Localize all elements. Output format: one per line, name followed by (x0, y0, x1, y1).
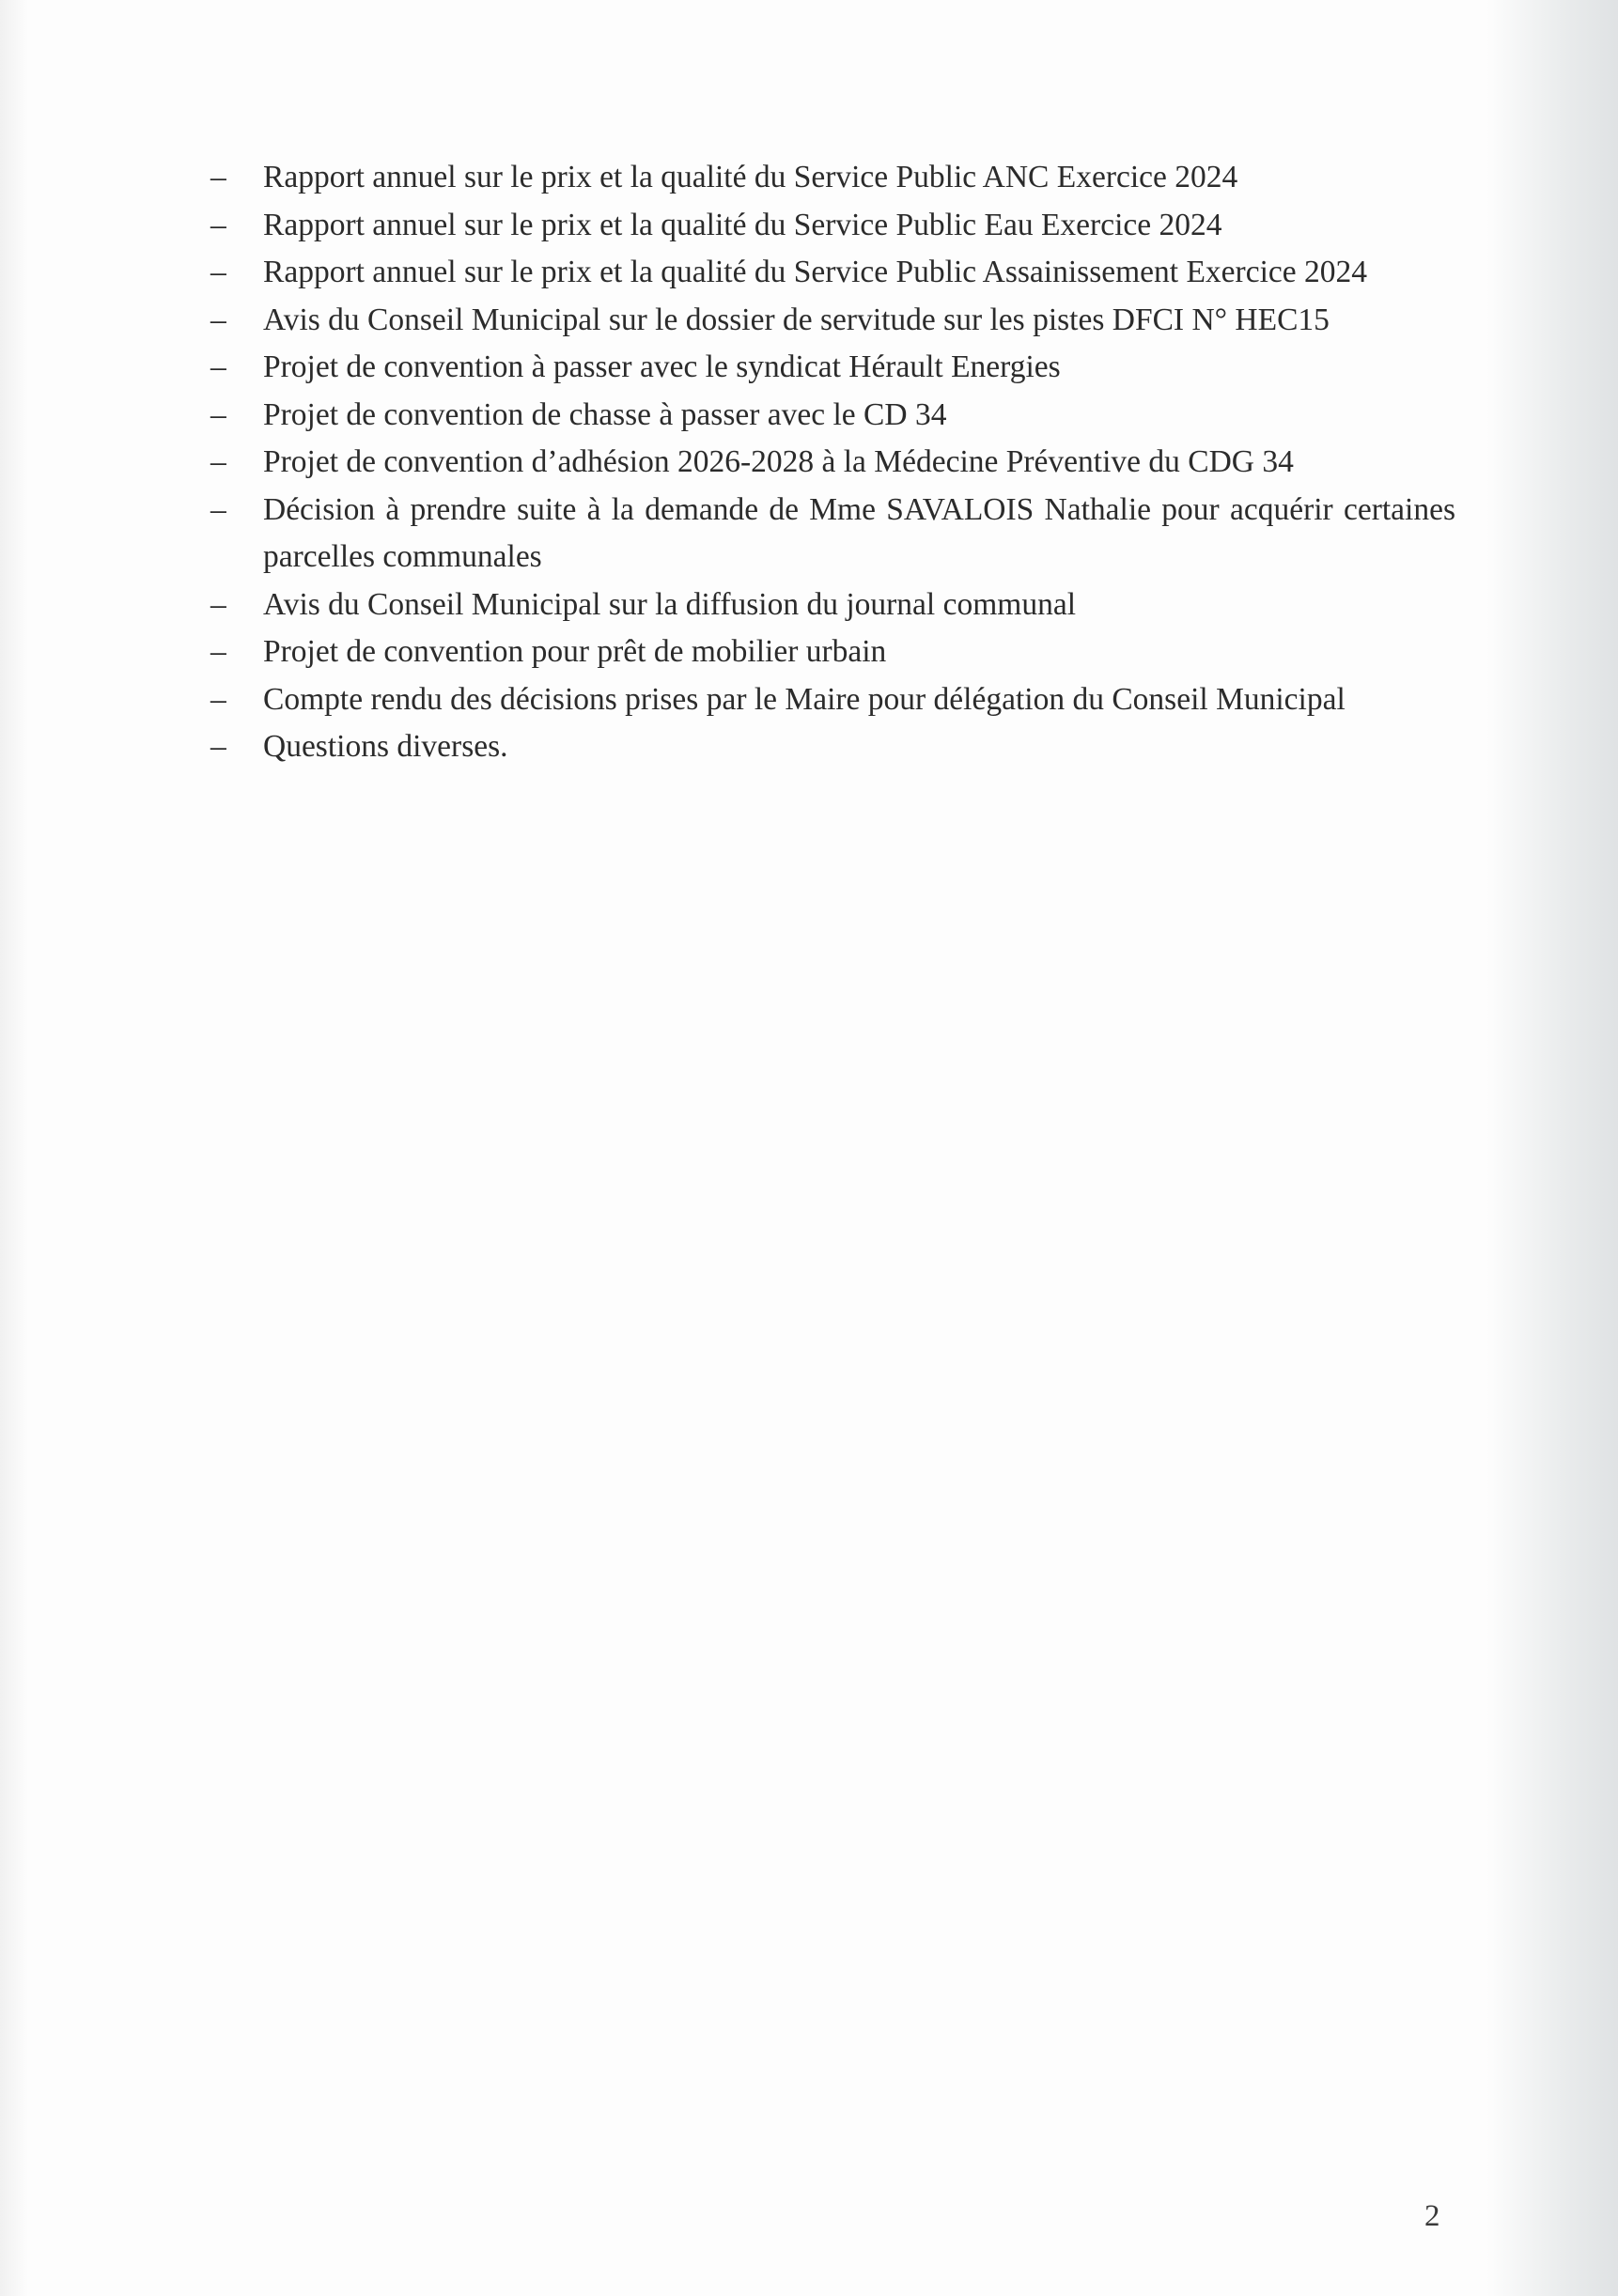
agenda-item-text: Compte rendu des décisions prises par le Maire pour délégation du Conseil Municipal (263, 681, 1346, 717)
dash-bullet-icon: – (210, 491, 226, 527)
scan-shadow-right (1486, 0, 1618, 2296)
dash-bullet-icon: – (210, 302, 226, 337)
agenda-item (210, 202, 1455, 250)
dash-bullet-icon: – (210, 729, 226, 764)
agenda-item (210, 392, 1455, 440)
agenda-list (210, 154, 1455, 771)
agenda-item-text: Projet de convention de chasse à passer avec le CD 34 (263, 396, 947, 432)
dash-bullet-icon: – (210, 160, 226, 194)
agenda-item-text: Rapport annuel sur le prix et la qualité du Service Public Eau Exercice 2024 (263, 207, 1222, 242)
agenda-item (210, 249, 1455, 297)
agenda-item (210, 582, 1455, 629)
agenda-item-text: Questions diverses. (263, 729, 508, 764)
agenda-item (210, 723, 1455, 771)
dash-bullet-icon: – (210, 444, 226, 479)
dash-bullet-icon: – (210, 681, 226, 717)
dash-bullet-icon: – (210, 255, 226, 289)
agenda-item (210, 628, 1455, 676)
agenda-item (210, 297, 1455, 345)
dash-bullet-icon: – (210, 586, 226, 622)
agenda-item-text: Rapport annuel sur le prix et la qualité du Service Public ANC Exercice 2024 (263, 160, 1238, 194)
agenda-item (210, 487, 1455, 582)
scan-shadow-left (0, 0, 28, 2296)
agenda-item (210, 154, 1455, 202)
dash-bullet-icon: – (210, 396, 226, 432)
agenda-item (210, 344, 1455, 392)
agenda-item-text: Rapport annuel sur le prix et la qualité du Service Public Assainissement Exercice 2024 (263, 255, 1367, 289)
agenda-item (210, 676, 1455, 724)
dash-bullet-icon: – (210, 349, 226, 384)
page-number: 2 (1424, 2199, 1440, 2233)
agenda-item-text: Projet de convention à passer avec le syndicat Hérault Energies (263, 349, 1061, 384)
dash-bullet-icon: – (210, 207, 226, 242)
agenda-item-text: Projet de convention pour prêt de mobilier urbain (263, 634, 887, 669)
agenda-item-text: Projet de convention d’adhésion 2026-2028 à la Médecine Préventive du CDG 34 (263, 444, 1294, 479)
dash-bullet-icon: – (210, 634, 226, 669)
agenda-item (210, 439, 1455, 487)
agenda-item-text: Avis du Conseil Municipal sur le dossier de servitude sur les pistes DFCI N° HEC15 (263, 302, 1330, 337)
agenda-item-text: Avis du Conseil Municipal sur la diffusion du journal communal (263, 586, 1077, 622)
agenda-item-text: Décision à prendre suite à la demande de Mme SAVALOIS Nathalie pour acquérir certaines parcelles communales (263, 491, 1455, 574)
